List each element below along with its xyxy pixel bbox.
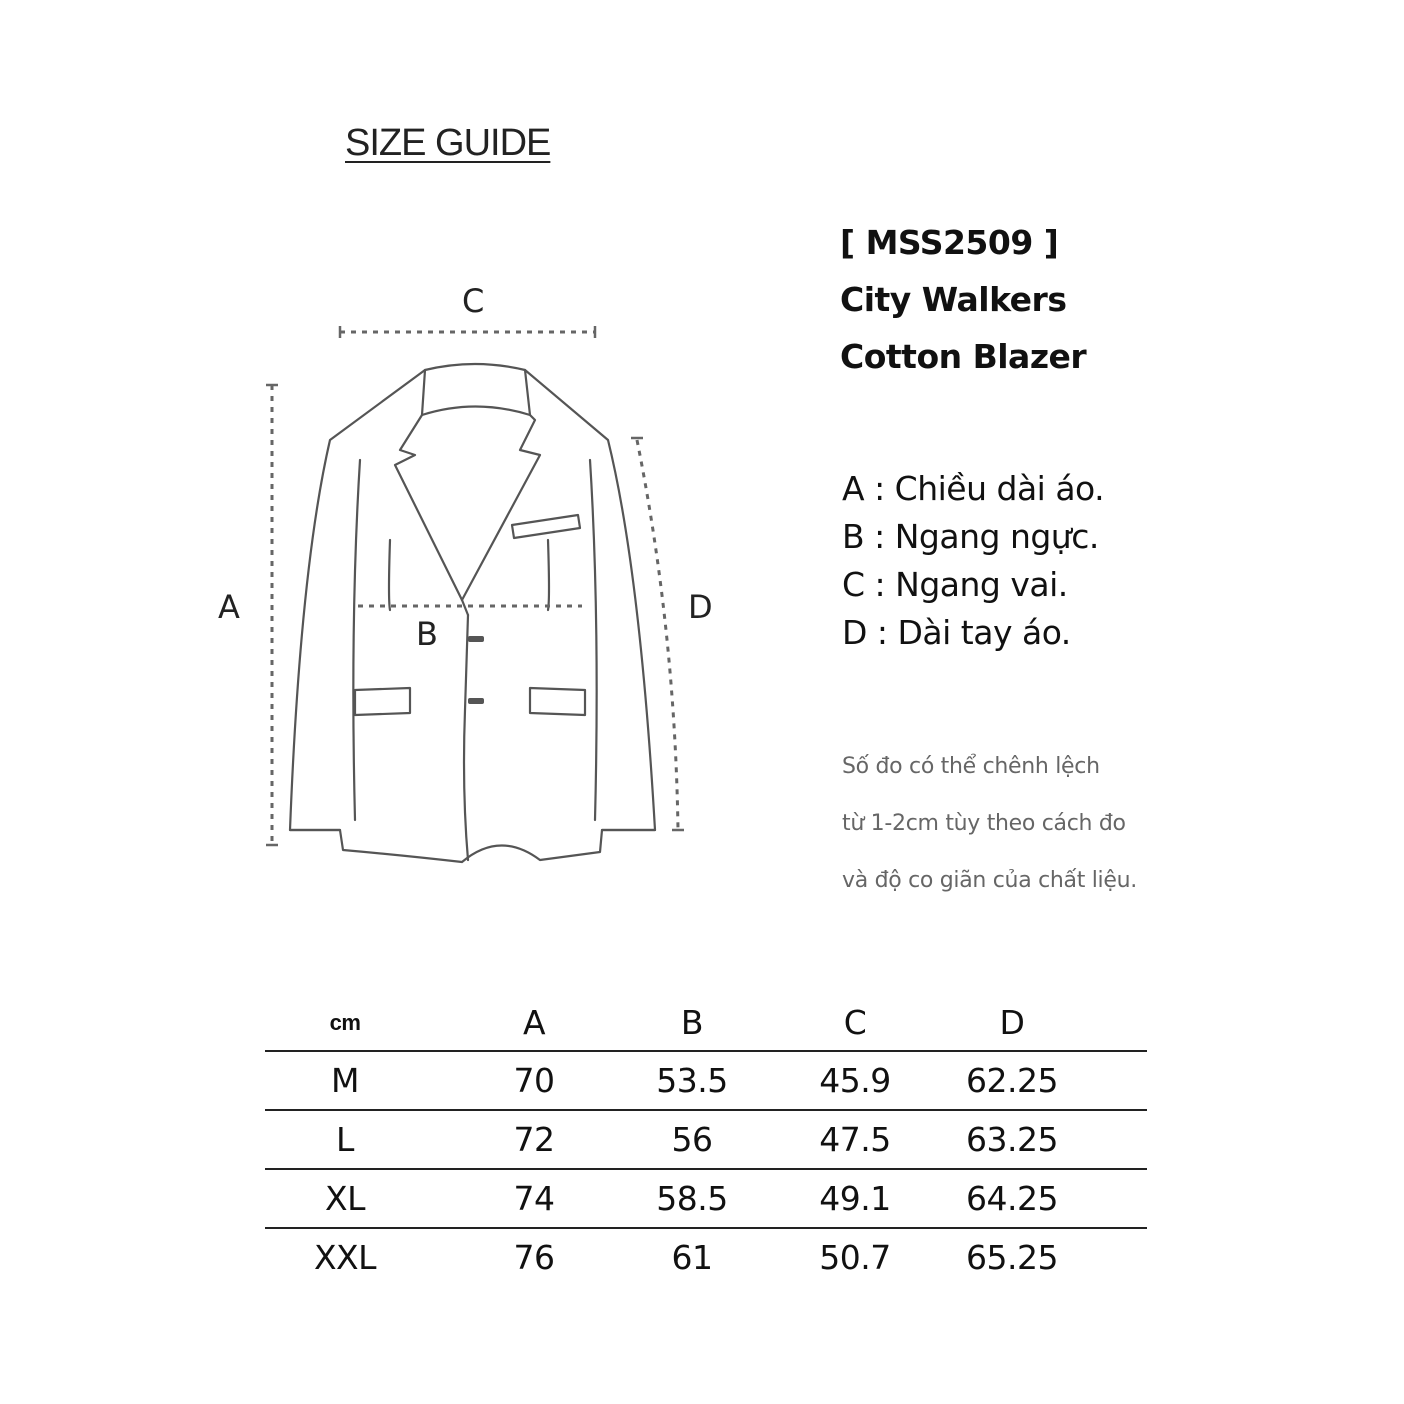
- note-line: và độ co giãn của chất liệu.: [842, 868, 1137, 893]
- table-cell: 65.25: [966, 1238, 1058, 1277]
- legend-item-a: A : Chiều dài áo.: [842, 469, 1105, 508]
- note-line: từ 1-2cm tùy theo cách đo: [842, 811, 1126, 836]
- product-name-line2: Cotton Blazer: [840, 337, 1087, 376]
- size-table: [265, 1000, 1147, 1286]
- table-row: [265, 1229, 1147, 1286]
- table-row: [265, 1170, 1147, 1229]
- table-cell: 76: [513, 1238, 555, 1277]
- table-cell: 72: [513, 1120, 555, 1159]
- table-cell: 63.25: [966, 1120, 1058, 1159]
- table-row: [265, 1111, 1147, 1170]
- product-name-line1: City Walkers: [840, 280, 1067, 319]
- table-cell: 45.9: [819, 1061, 891, 1100]
- table-cell: 62.25: [966, 1061, 1058, 1100]
- table-cell: 53.5: [656, 1061, 728, 1100]
- table-cell: 74: [513, 1179, 555, 1218]
- table-header-row: [265, 1000, 1147, 1052]
- table-cell: 70: [513, 1061, 555, 1100]
- legend-item-d: D : Dài tay áo.: [842, 613, 1071, 652]
- size-label: XL: [325, 1179, 365, 1218]
- diagram-label-d: D: [688, 588, 713, 626]
- legend-item-b: B : Ngang ngực.: [842, 517, 1099, 556]
- table-row: [265, 1052, 1147, 1111]
- blazer-illustration: [200, 270, 760, 890]
- diagram-label-b: B: [416, 615, 438, 653]
- blazer-diagram: [200, 270, 760, 890]
- header-c: C: [843, 1003, 867, 1042]
- product-code: [ MSS2509 ]: [840, 223, 1059, 262]
- note-line: Số đo có thể chênh lệch: [842, 754, 1100, 779]
- table-cell: 50.7: [819, 1238, 891, 1277]
- diagram-label-c: C: [462, 282, 485, 320]
- legend-item-c: C : Ngang vai.: [842, 565, 1068, 604]
- header-b: B: [680, 1003, 704, 1042]
- size-label: L: [336, 1120, 354, 1159]
- page-title: SIZE GUIDE: [345, 122, 551, 164]
- table-cell: 61: [671, 1238, 713, 1277]
- measurement-legend: [842, 465, 1104, 657]
- table-cell: 56: [671, 1120, 713, 1159]
- measurement-note: [842, 738, 1137, 909]
- header-d: D: [999, 1003, 1025, 1042]
- header-unit: cm: [329, 1010, 361, 1035]
- size-label: M: [331, 1061, 359, 1100]
- table-cell: 64.25: [966, 1179, 1058, 1218]
- header-a: A: [522, 1003, 546, 1042]
- table-cell: 58.5: [656, 1179, 728, 1218]
- table-cell: 47.5: [819, 1120, 891, 1159]
- size-label: XXL: [313, 1238, 377, 1277]
- product-info: [840, 214, 1086, 385]
- table-cell: 49.1: [819, 1179, 891, 1218]
- diagram-label-a: A: [218, 588, 240, 626]
